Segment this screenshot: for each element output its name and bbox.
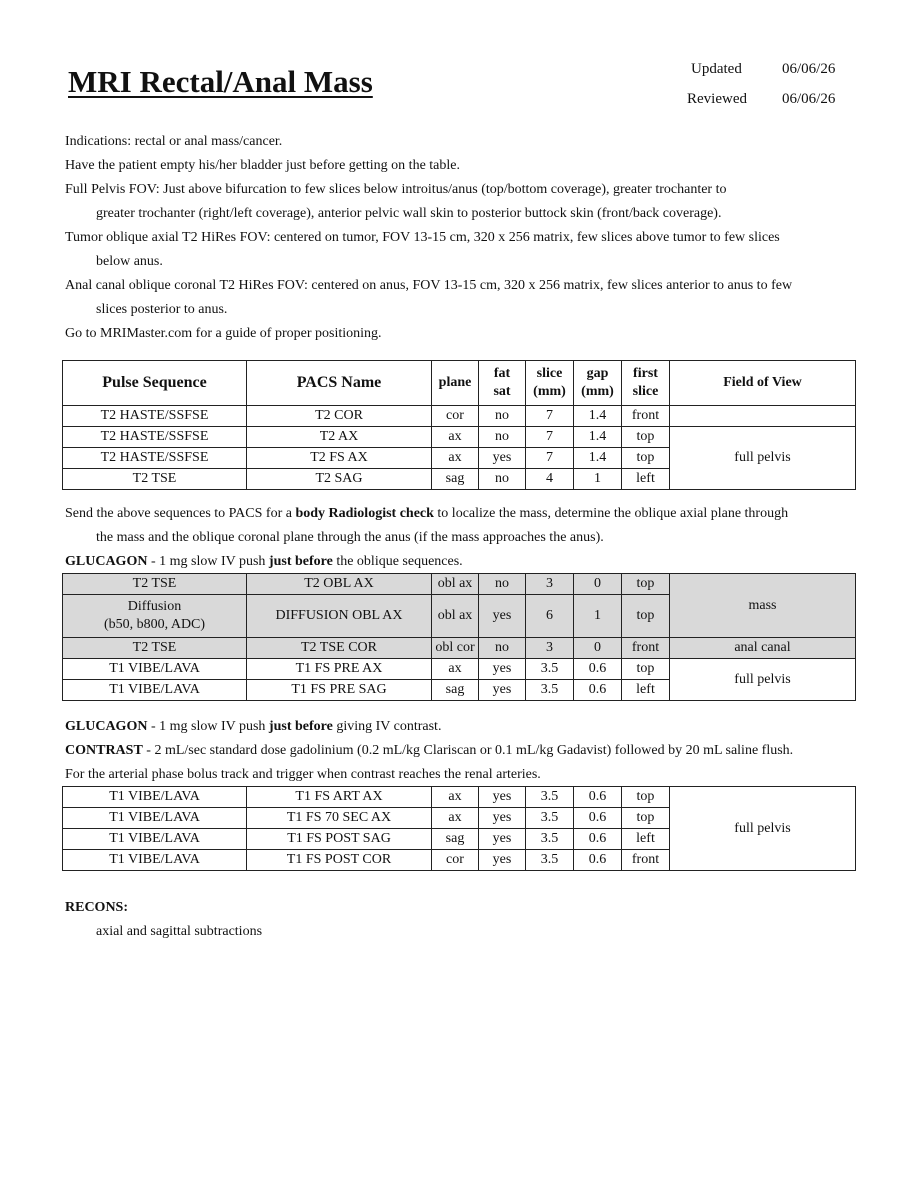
slice-cell: 3.5 [526, 808, 574, 829]
fov-cell: mass [670, 574, 856, 638]
first-slice-cell: left [622, 829, 670, 850]
gap-cell: 1.4 [574, 427, 622, 448]
header-plane: plane [432, 361, 479, 406]
pulse-cell: T2 TSE [63, 574, 247, 595]
plane-cell: ax [432, 787, 479, 808]
plane-cell: sag [432, 829, 479, 850]
fat-sat-cell: no [479, 638, 526, 659]
slice-cell: 6 [526, 595, 574, 638]
fat-sat-cell: no [479, 469, 526, 490]
plane-cell: obl ax [432, 595, 479, 638]
fov-cell: full pelvis [670, 659, 856, 701]
gap-cell: 0 [574, 638, 622, 659]
glucagon-oblique-note: GLUCAGON - 1 mg slow IV push just before the oblique sequences. [65, 554, 463, 569]
pacs-cell: T2 FS AX [247, 448, 432, 469]
table-row [63, 427, 856, 448]
slice-cell: 3.5 [526, 850, 574, 871]
first-slice-cell: top [622, 659, 670, 680]
gap-cell: 1 [574, 469, 622, 490]
gap-cell: 0.6 [574, 829, 622, 850]
positioning-guide-text: Go to MRIMaster.com for a guide of proper positioning. [65, 326, 382, 341]
pulse-cell: T2 HASTE/SSFSE [63, 448, 247, 469]
first-slice-cell: front [622, 850, 670, 871]
plane-cell: ax [432, 808, 479, 829]
pacs-cell: T1 FS POST SAG [247, 829, 432, 850]
pulse-cell: T1 VIBE/LAVA [63, 829, 247, 850]
fov-cell: full pelvis [670, 427, 856, 490]
first-slice-cell: left [622, 469, 670, 490]
first-slice-cell: left [622, 680, 670, 701]
fov-cell: full pelvis [670, 787, 856, 871]
table-row [63, 574, 856, 595]
gap-cell: 1.4 [574, 448, 622, 469]
oblique-and-precontrast-table [62, 573, 856, 701]
pulse-cell: T1 VIBE/LAVA [63, 808, 247, 829]
fat-sat-cell: yes [479, 787, 526, 808]
slice-cell: 3 [526, 638, 574, 659]
first-slice-cell: front [622, 638, 670, 659]
gap-cell: 1.4 [574, 406, 622, 427]
fat-sat-cell: yes [479, 850, 526, 871]
header-first-slice: first slice [622, 361, 670, 406]
table-row [63, 406, 856, 427]
contrast-note: CONTRAST - 2 mL/sec standard dose gadolinium (0.2 mL/kg Clariscan or 0.1 mL/kg Gadavist) followed by 20 mL saline flush. [65, 743, 794, 758]
pulse-cell: T1 VIBE/LAVA [63, 680, 247, 701]
slice-cell: 3.5 [526, 787, 574, 808]
fat-sat-cell: no [479, 574, 526, 595]
pacs-cell: T2 OBL AX [247, 574, 432, 595]
plane-cell: ax [432, 448, 479, 469]
fat-sat-cell: yes [479, 659, 526, 680]
gap-cell: 0.6 [574, 680, 622, 701]
gap-cell: 0 [574, 574, 622, 595]
arterial-phase-note: For the arterial phase bolus track and trigger when contrast reaches the renal arteries. [65, 767, 541, 782]
header-field-of-view: Field of View [670, 361, 856, 406]
first-slice-cell: front [622, 406, 670, 427]
first-slice-cell: top [622, 427, 670, 448]
pulse-cell: Diffusion (b50, b800, ADC) [63, 595, 247, 638]
recons-text: axial and sagittal subtractions [96, 924, 263, 939]
first-slice-cell: top [622, 574, 670, 595]
first-slice-cell: top [622, 448, 670, 469]
pelvis-fov-instruction: Full Pelvis FOV: Just above bifurcation to few slices below introitus/anus (top/bottom coverage), greater trochanter to greater trochanter (right/left coverage), anterior pelvic wall skin to posterior buttock skin (front/back coverage). [65, 182, 727, 221]
table-row [63, 787, 856, 808]
pulse-cell: T2 HASTE/SSFSE [63, 427, 247, 448]
gap-cell: 0.6 [574, 787, 622, 808]
fat-sat-cell: yes [479, 448, 526, 469]
plane-cell: ax [432, 427, 479, 448]
slice-cell: 3 [526, 574, 574, 595]
slice-cell: 7 [526, 448, 574, 469]
header-gap: gap (mm) [574, 361, 622, 406]
fat-sat-cell: yes [479, 680, 526, 701]
anal-fov-instruction: Anal canal oblique coronal T2 HiRes FOV: centered on anus, FOV 13-15 cm, 320 x 256 matrix, few slices anterior to anus to few slices posterior to anus. [65, 278, 793, 317]
bladder-instruction: Have the patient empty his/her bladder just before getting on the table. [65, 158, 460, 173]
slice-cell: 3.5 [526, 659, 574, 680]
updated-label: Updated [691, 61, 742, 77]
fat-sat-cell: no [479, 427, 526, 448]
pacs-cell: T1 FS PRE AX [247, 659, 432, 680]
slice-cell: 3.5 [526, 829, 574, 850]
header-slice: slice (mm) [526, 361, 574, 406]
postcontrast-table [62, 786, 856, 871]
pacs-cell: T2 TSE COR [247, 638, 432, 659]
pacs-cell: T2 COR [247, 406, 432, 427]
glucagon-contrast-note: GLUCAGON - 1 mg slow IV push just before giving IV contrast. [65, 719, 442, 734]
fov-cell: anal canal [670, 638, 856, 659]
fat-sat-cell: yes [479, 595, 526, 638]
plane-cell: sag [432, 680, 479, 701]
first-slice-cell: top [622, 595, 670, 638]
pulse-cell: T2 TSE [63, 638, 247, 659]
plane-cell: cor [432, 850, 479, 871]
header-pacs-name: PACS Name [247, 361, 432, 406]
slice-cell: 7 [526, 427, 574, 448]
pacs-cell: T2 AX [247, 427, 432, 448]
reviewed-date: 06/06/26 [782, 91, 836, 107]
pulse-cell: T1 VIBE/LAVA [63, 659, 247, 680]
updated-date: 06/06/26 [782, 61, 836, 77]
pulse-cell: T1 VIBE/LAVA [63, 850, 247, 871]
pacs-cell: DIFFUSION OBL AX [247, 595, 432, 638]
fat-sat-cell: no [479, 406, 526, 427]
gap-cell: 0.6 [574, 808, 622, 829]
header-fat-sat: fat sat [479, 361, 526, 406]
gap-cell: 0.6 [574, 850, 622, 871]
pacs-cell: T1 FS PRE SAG [247, 680, 432, 701]
fov-cell [670, 406, 856, 427]
table-row [63, 659, 856, 680]
plane-cell: obl cor [432, 638, 479, 659]
first-slice-cell: top [622, 808, 670, 829]
pulse-cell: T1 VIBE/LAVA [63, 787, 247, 808]
plane-cell: obl ax [432, 574, 479, 595]
pulse-cell: T2 TSE [63, 469, 247, 490]
table-row [63, 638, 856, 659]
first-slice-cell: top [622, 787, 670, 808]
slice-cell: 7 [526, 406, 574, 427]
pacs-cell: T1 FS POST COR [247, 850, 432, 871]
plane-cell: sag [432, 469, 479, 490]
fat-sat-cell: yes [479, 808, 526, 829]
gap-cell: 0.6 [574, 659, 622, 680]
slice-cell: 4 [526, 469, 574, 490]
gap-cell: 1 [574, 595, 622, 638]
plane-cell: cor [432, 406, 479, 427]
recons-heading: RECONS: [65, 900, 129, 915]
pulse-cell: T2 HASTE/SSFSE [63, 406, 247, 427]
pacs-cell: T1 FS ART AX [247, 787, 432, 808]
radiologist-check-note: Send the above sequences to PACS for a body Radiologist check to localize the mass, determine the oblique axial plane through the mass and the oblique coronal plane through the anus (if the mass approaches the anus). [65, 506, 789, 545]
pacs-cell: T1 FS 70 SEC AX [247, 808, 432, 829]
reviewed-label: Reviewed [687, 91, 747, 107]
tumor-fov-instruction: Tumor oblique axial T2 HiRes FOV: centered on tumor, FOV 13-15 cm, 320 x 256 matrix, few slices above tumor to few slices below anus. [65, 230, 780, 269]
table-header-row [63, 361, 856, 406]
plane-cell: ax [432, 659, 479, 680]
slice-cell: 3.5 [526, 680, 574, 701]
initial-sequences-table [62, 360, 856, 490]
page-title: MRI Rectal/Anal Mass [68, 64, 373, 99]
pacs-cell: T2 SAG [247, 469, 432, 490]
header-pulse-sequence: Pulse Sequence [63, 361, 247, 406]
fat-sat-cell: yes [479, 829, 526, 850]
indications-text: Indications: rectal or anal mass/cancer. [65, 134, 283, 149]
